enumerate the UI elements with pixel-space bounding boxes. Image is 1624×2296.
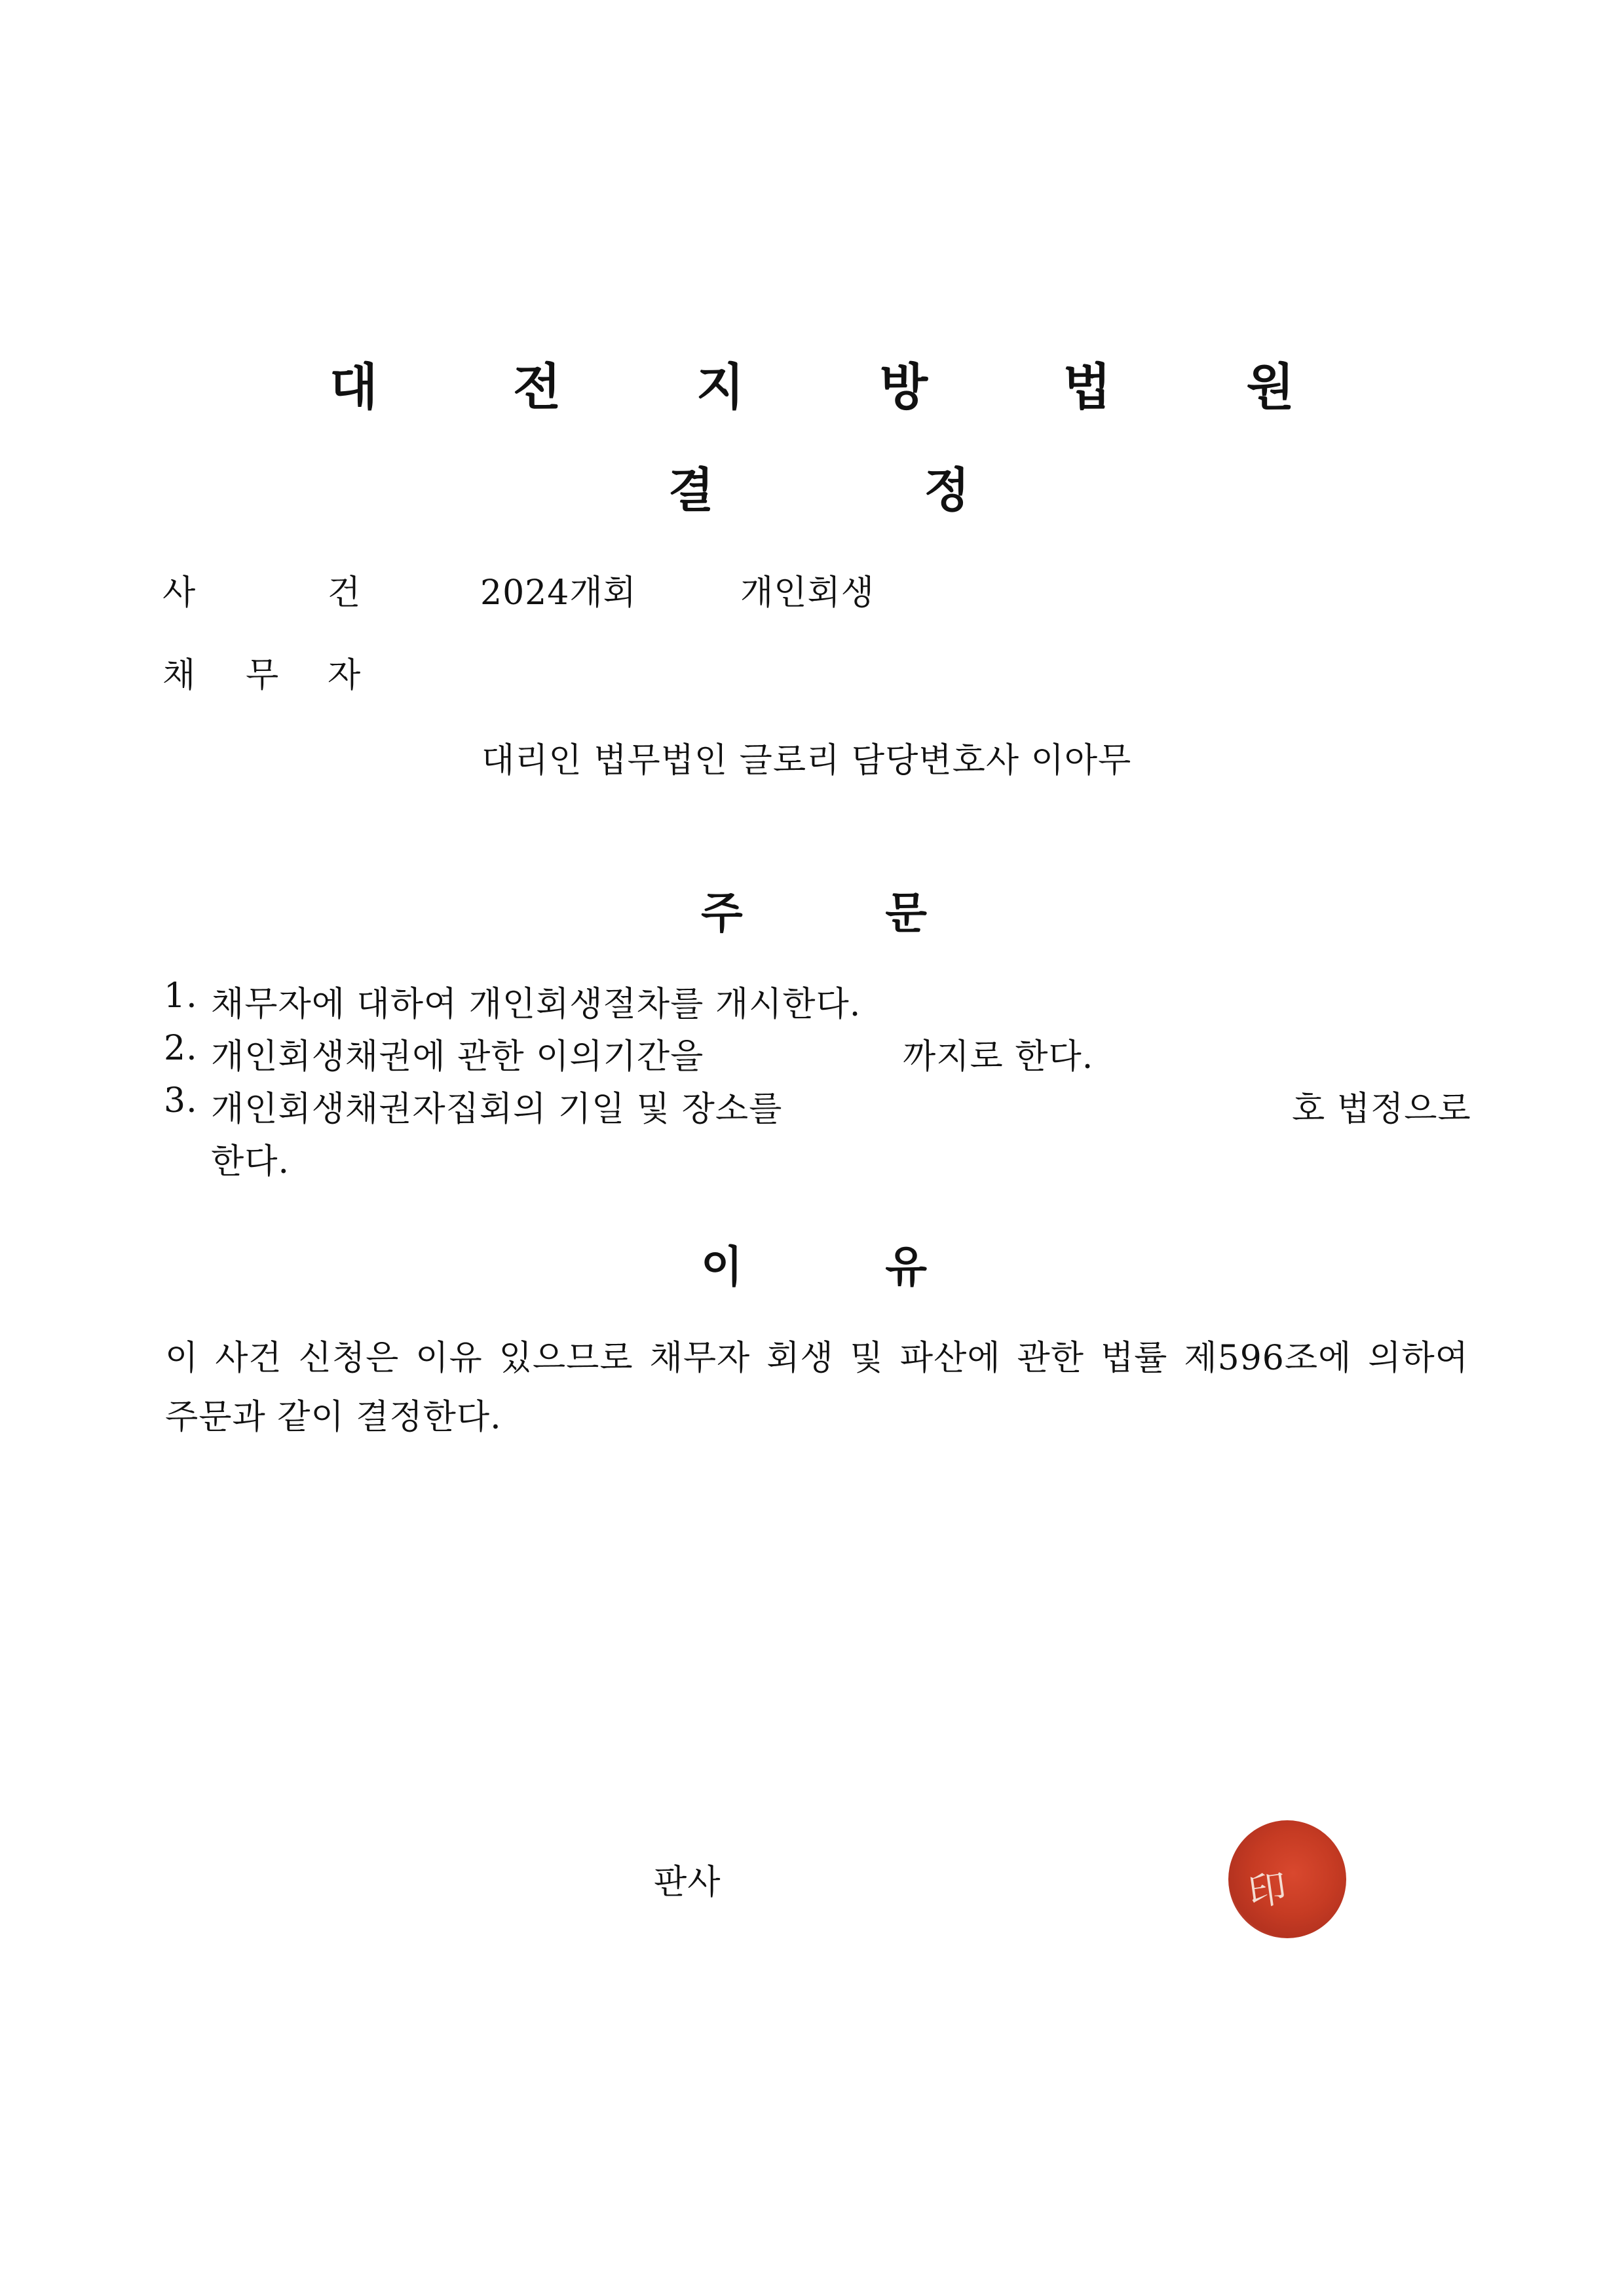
order-item-continuation: 한다.	[211, 1142, 290, 1181]
seal-stamp	[1228, 1820, 1346, 1938]
debtor-label-char: 무	[246, 656, 279, 695]
seal-char: 印	[1245, 1866, 1290, 1915]
reason-section-title	[701, 1232, 927, 1294]
debtor-label-char: 채	[162, 656, 196, 695]
order-item-text: 채무자에 대하여 개인회생절차를 개시한다.	[211, 985, 861, 1024]
order-item-number: 1.	[164, 976, 198, 1016]
document-type-char: 결	[668, 463, 714, 518]
order-title-char: 주	[701, 888, 743, 938]
document-type-title	[668, 452, 970, 520]
reason-line: 주문과 같이 결정한다.	[165, 1398, 502, 1437]
case-number: 2024개회	[480, 573, 637, 613]
judge-seal-icon	[1245, 1814, 1353, 1945]
order-item-number: 2.	[164, 1029, 198, 1068]
reason-line: 이 사건 신청은 이유 있으므로 채무자 회생 및 파산에 관한 법률 제596조에 의하여	[165, 1339, 1469, 1378]
court-name: 대 전 지 방 법 원	[330, 358, 1353, 416]
reason-title-char: 이	[701, 1242, 743, 1292]
case-label-char: 사	[162, 573, 196, 613]
order-item-text: 호 법정으로	[1292, 1090, 1471, 1129]
order-item-text: 개인회생채권에 관한 이의기간을	[211, 1037, 704, 1077]
case-label-char: 건	[328, 573, 361, 613]
document-type-char: 정	[924, 463, 970, 518]
reason-title-char: 유	[885, 1242, 927, 1292]
debtor-label-char: 자	[328, 656, 361, 695]
order-item-number: 3.	[164, 1081, 198, 1120]
debtor-agent: 대리인 법무법인 글로리 담당변호사 이아무	[482, 741, 1132, 780]
order-item-text: 개인회생채권자집회의 기일 및 장소를	[211, 1090, 783, 1129]
judge-label: 판사	[654, 1863, 721, 1902]
order-title-char: 문	[885, 888, 927, 938]
order-section-title	[701, 878, 927, 940]
case-type: 개인회생	[740, 573, 875, 613]
order-item-text: 까지로 한다.	[903, 1037, 1094, 1077]
